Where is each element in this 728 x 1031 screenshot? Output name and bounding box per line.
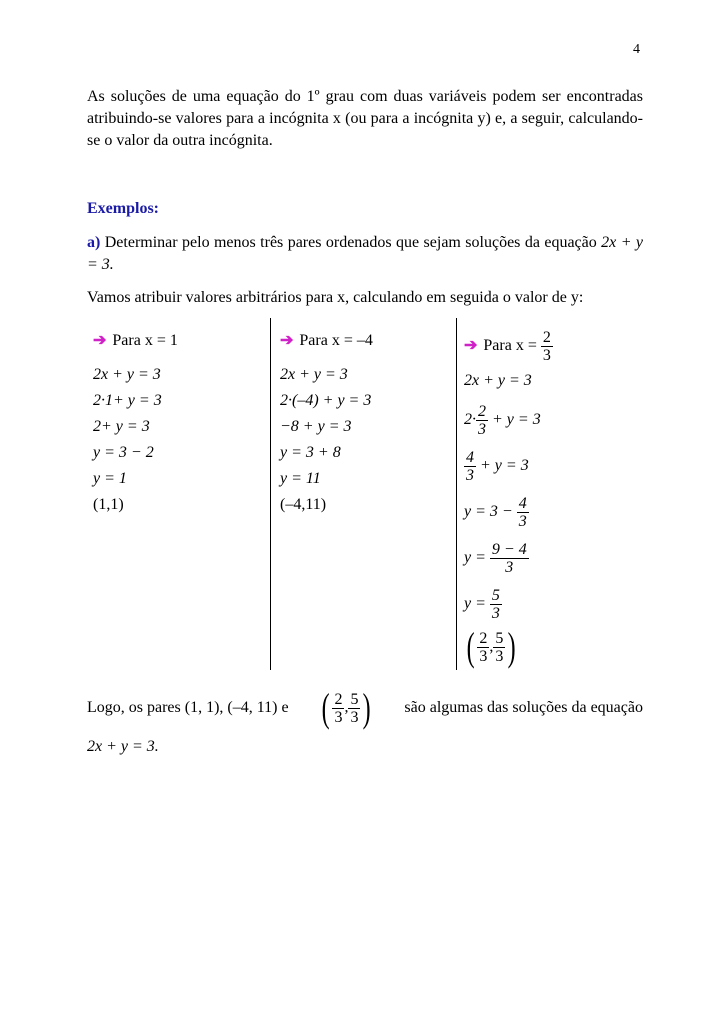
col3-step-6: y = $\frac{5}{3}$ [464, 586, 500, 622]
col2-step-3: −8 + y = 3 [280, 418, 352, 435]
example-a [87, 232, 643, 276]
col3-title: ➔ Para x = $\frac{2}{3}$ [464, 328, 551, 364]
col3-pair: ( $\frac{2}{3}$ , $\frac{5}{3}$ ) [466, 624, 516, 670]
col2-title: ➔ Para x = –4 [280, 332, 373, 349]
col3-step-1: 2x + y = 3 [464, 372, 532, 389]
conclusion-prefix: Logo, os pares (1, 1), (–4, 11) e [87, 699, 289, 716]
example-a-text: Determinar pelo menos três pares ordenados que sejam soluções da equação [104, 234, 597, 251]
example-a-label: a) [87, 234, 101, 251]
col1-step-3: 2+ y = 3 [93, 418, 150, 435]
col2-pair: (–4,11) [280, 496, 327, 513]
conclusion-suffix: são algumas das soluções da equação [404, 699, 643, 716]
col3-step-3: $\frac{4}{3}$ + y = 3 [466, 448, 529, 484]
col1-step-5: y = 1 [93, 470, 127, 487]
column-divider-2 [456, 318, 457, 670]
col2-step-1: 2x + y = 3 [280, 366, 348, 383]
conclusion-equation: 2x + y = 3. [87, 738, 159, 755]
arrow-right-icon: ➔ [464, 337, 478, 354]
col2-step-5: y = 11 [280, 470, 321, 487]
col2-step-4: y = 3 + 8 [280, 444, 341, 461]
arrow-right-icon: ➔ [93, 332, 107, 349]
column-divider-1 [270, 318, 271, 670]
conclusion-line [87, 686, 643, 730]
example-a-equation: 2x + y = 3. [87, 234, 644, 273]
col3-step-4: y = 3 − $\frac{4}{3}$ [464, 494, 527, 530]
col1-step-4: y = 3 − 2 [93, 444, 154, 461]
lead-paragraph: Vamos atribuir valores arbitrários para x, calculando em seguida o valor de y: [87, 289, 584, 306]
col1-step-2: 2·1+ y = 3 [93, 392, 162, 409]
col1-step-1: 2x + y = 3 [93, 366, 161, 383]
examples-heading: Exemplos: [87, 200, 159, 217]
col1-title: ➔ Para x = 1 [93, 332, 178, 349]
intro-paragraph: As soluções de uma equação do 1º grau com duas variáveis podem ser encontradas atribuindo-se valores para a incógnita x (ou para a incógnita y) e, a seguir, calculando-se o valor da outra incógnita. [87, 88, 643, 149]
col2-step-2: 2·(–4) + y = 3 [280, 392, 372, 409]
col3-step-5: y = $\frac{9 - 4}{3}$ [464, 540, 527, 576]
col3-title-fraction: $\frac{2}{3}$ [542, 328, 551, 364]
col1-pair: (1,1) [93, 496, 124, 513]
arrow-right-icon: ➔ [280, 332, 294, 349]
col3-step-2: 2· $\frac{2}{3}$ + y = 3 [464, 402, 541, 438]
conclusion-pair: ( $\frac{2}{3}$ , $\frac{5}{3}$ ) [321, 685, 372, 730]
page-number: 4 [633, 42, 640, 57]
